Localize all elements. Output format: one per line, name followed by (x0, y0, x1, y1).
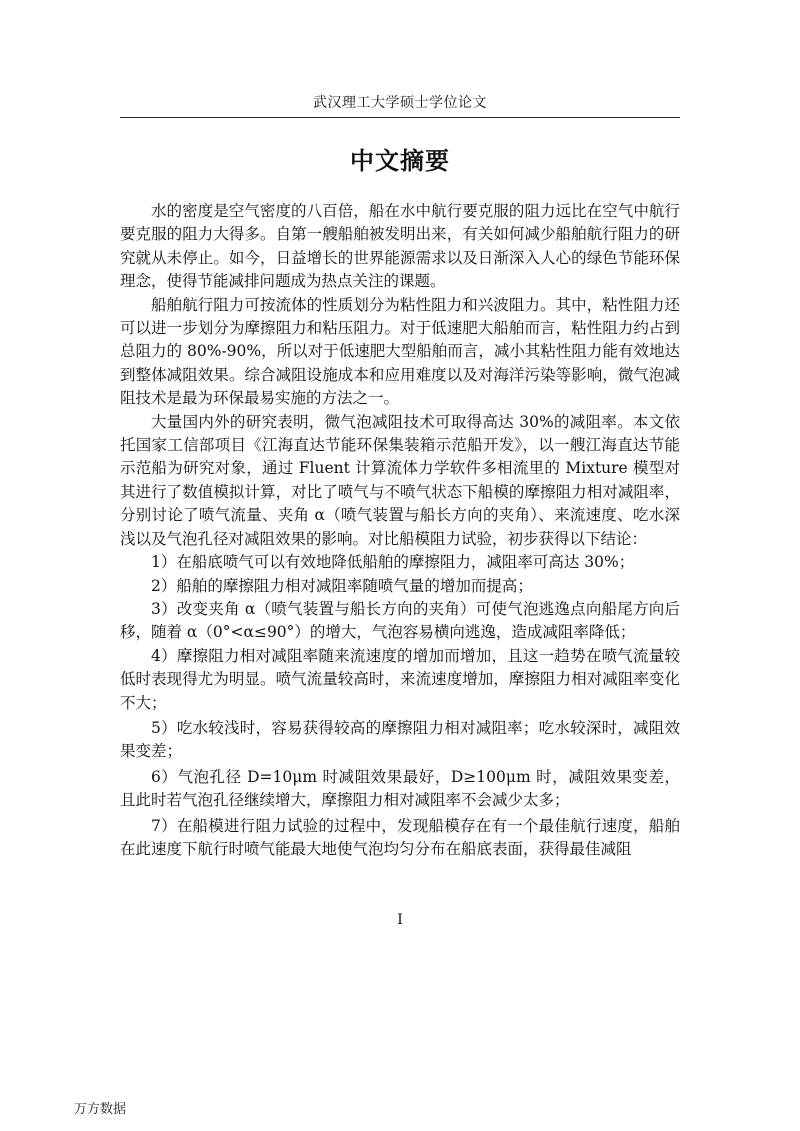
conclusion-item-1: 1）在船底喷气可以有效地降低船舶的摩擦阻力，减阻率可高达 30%； (151, 553, 635, 572)
paragraph-2: 船舶航行阻力可按流体的性质划分为粘性阻力和兴波阻力。其中，粘性阻力还可以进一步划分为摩擦阻力和粘压阻力。对于低速肥大船舶而言，粘性阻力约占到总阻力的 80%-90%，所以对于低速肥大型船舶而言，减小其粘性阻力能有效地达到整体减阻效果。综合减阻设施成本和应用难度以及对海洋污染等影响，微气泡减阻技术是最为环保最易实施的方法之一。 (120, 295, 680, 408)
paragraph-1: 水的密度是空气密度的八百倍，船在水中航行要克服的阻力远比在空气中航行要克服的阻力大得多。自第一艘船舶被发明出来，有关如何减少船舶航行阻力的研究就从未停止。如今，日益增长的世界能源需求以及日渐深入人心的绿色节能环保理念，使得节能减排问题成为热点关注的课题。 (120, 202, 680, 291)
running-header: 武汉理工大学硕士学位论文 (313, 95, 487, 111)
conclusion-item-2: 2）船舶的摩擦阻力相对减阻率随喷气量的增加而提高； (151, 576, 533, 595)
page-number: I (397, 912, 403, 928)
conclusion-item-7: 7）在船模进行阻力试验的过程中，发现船模存在有一个最佳航行速度，船舶在此速度下航行时喷气能最大地使气泡均匀分布在船底表面，获得最佳减阻 (120, 816, 680, 858)
paragraph-3: 大量国内外的研究表明，微气泡减阻技术可取得高达 30%的减阻率。本文依托国家工信部项目《江海直达节能环保集装箱示范船开发》，以一艘江海直达节能示范船为研究对象，通过 Fluent 计算流体力学软件多相流里的 Mixture 模型对其进行了数值模拟计算，对比了喷气与不喷气状态下船模的摩擦阻力相对减阻率，分别讨论了喷气流量、夹角 α（喷气装置与船长方向的夹角）、来流速度、吃水深浅以及气泡孔径对减阻效果的影响。对比船模阻力试验，初步获得以下结论： (120, 412, 680, 548)
conclusion-item-6: 6）气泡孔径 D=10μm 时减阻效果最好，D≥100μm 时，减阻效果变差，且此时若气泡孔径继续增大，摩擦阻力相对减阻率不会减少太多； (120, 767, 680, 810)
abstract-heading: 中文摘要 (350, 147, 450, 175)
abstract-body (120, 200, 680, 861)
header-rule (120, 117, 680, 118)
conclusion-item-3: 3）改变夹角 α（喷气装置与船长方向的夹角）可使气泡逃逸点向船尾方向后移，随着 α（0°<α≤90°）的增大，气泡容易横向逃逸，造成减阻率降低； (120, 599, 680, 642)
conclusion-item-4: 4）摩擦阻力相对减阻率随来流速度的增加而增加，且这一趋势在喷气流量较低时表现得尤为明显。喷气流量较高时，来流速度增加，摩擦阻力相对减阻率变化不大； (120, 646, 680, 712)
conclusion-item-5: 5）吃水较浅时，容易获得较高的摩擦阻力相对减阻率；吃水较深时，减阻效果变差； (120, 718, 680, 761)
watermark-text: 万方数据 (74, 1102, 127, 1117)
